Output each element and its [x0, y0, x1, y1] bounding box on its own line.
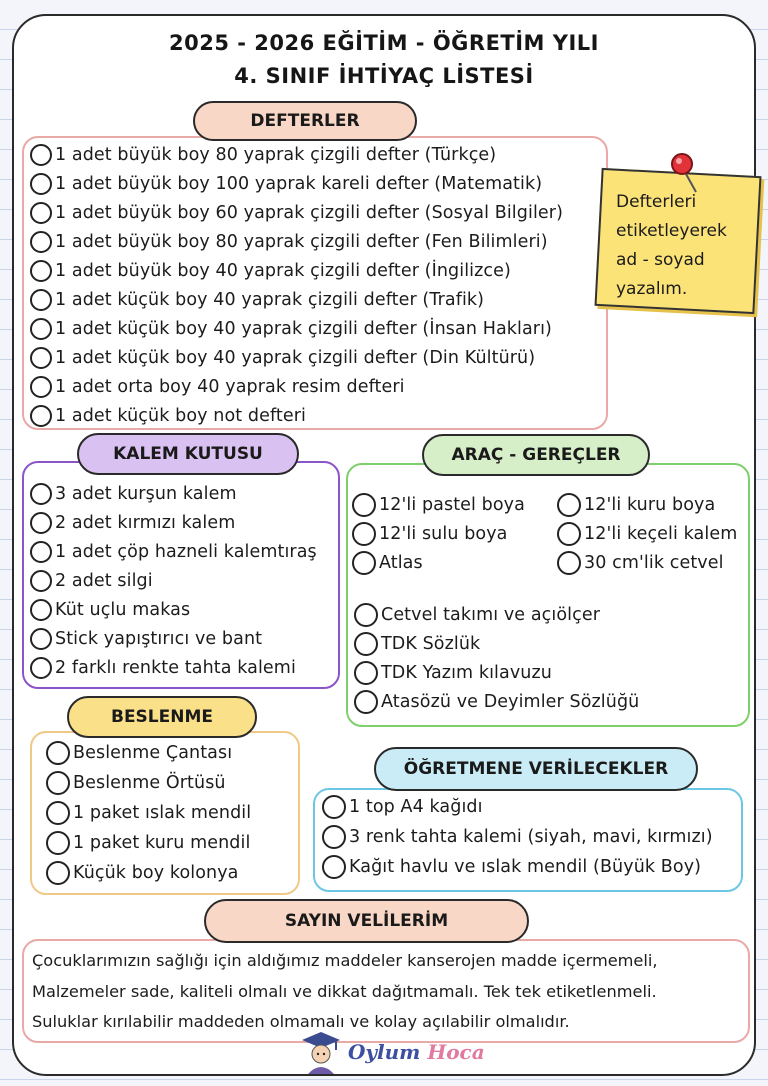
arac-gerecler-title: ARAÇ - GEREÇLER	[422, 434, 650, 476]
checklist-item[interactable]	[30, 405, 306, 427]
checkbox-circle[interactable]	[30, 405, 52, 427]
checkbox-circle[interactable]	[354, 661, 378, 685]
checkbox-circle[interactable]	[354, 603, 378, 627]
checkbox-circle[interactable]	[352, 522, 376, 546]
checkbox-circle[interactable]	[46, 741, 70, 765]
checkbox-circle[interactable]	[30, 376, 52, 398]
checklist-item[interactable]	[354, 603, 600, 627]
header-year: 2025 - 2026 EĞİTİM - ÖĞRETİM YILI	[169, 31, 599, 55]
checklist-item-label: 12'li kuru boya	[584, 495, 716, 515]
checklist-item[interactable]	[30, 144, 496, 166]
checklist-item-label: Küçük boy kolonya	[73, 863, 239, 883]
checklist-item-label: 1 adet büyük boy 40 yaprak çizgili defter (İngilizce)	[55, 261, 511, 281]
checklist-item[interactable]	[30, 289, 484, 311]
checklist-item-label: 1 adet büyük boy 60 yaprak çizgili defter (Sosyal Bilgiler)	[55, 203, 563, 223]
checkbox-circle[interactable]	[557, 493, 581, 517]
checklist-item-label: 2 adet kırmızı kalem	[55, 513, 236, 533]
checklist-item[interactable]	[46, 801, 251, 825]
checkbox-circle[interactable]	[30, 512, 52, 534]
checklist-item[interactable]	[322, 855, 701, 879]
note-line: yazalım.	[616, 279, 688, 299]
checklist-item-label: Beslenme Örtüsü	[73, 773, 226, 793]
checklist-item[interactable]	[46, 861, 239, 885]
checkbox-circle[interactable]	[352, 551, 376, 575]
checklist-item[interactable]	[322, 825, 713, 849]
veliler-line: Çocuklarımızın sağlığı için aldığımız maddeler kanserojen madde içermemeli,	[32, 951, 658, 970]
teacher-avatar-icon	[300, 1030, 342, 1074]
checklist-item[interactable]	[30, 202, 563, 224]
checklist-item[interactable]	[354, 690, 639, 714]
checklist-item[interactable]	[352, 493, 525, 517]
checkbox-circle[interactable]	[30, 483, 52, 505]
checklist-item[interactable]	[30, 231, 548, 253]
checklist-item-label: Stick yapıştırıcı ve bant	[55, 629, 263, 649]
checklist-item[interactable]	[30, 173, 542, 195]
checklist-item-label: 2 adet silgi	[55, 571, 153, 591]
checkbox-circle[interactable]	[30, 347, 52, 369]
checklist-item-label: 1 adet küçük boy 40 yaprak çizgili defter (İnsan Hakları)	[55, 319, 552, 339]
checklist-item-label: 1 adet küçük boy 40 yaprak çizgili defter (Trafik)	[55, 290, 485, 310]
kalem-kutusu-title: KALEM KUTUSU	[77, 433, 299, 475]
checkbox-circle[interactable]	[322, 825, 346, 849]
logo-part2: Hoca	[427, 1040, 485, 1064]
checklist-item[interactable]	[30, 260, 511, 282]
checklist-item-label: 1 adet çöp hazneli kalemtıraş	[55, 542, 317, 562]
checklist-item-label: Küt uçlu makas	[55, 600, 191, 620]
checkbox-circle[interactable]	[557, 522, 581, 546]
checklist-item-label: 1 adet büyük boy 80 yaprak çizgili defter (Türkçe)	[55, 145, 497, 165]
checklist-item[interactable]	[352, 522, 508, 546]
checklist-item[interactable]	[30, 657, 296, 679]
checklist-item[interactable]	[30, 628, 262, 650]
checklist-item[interactable]	[30, 599, 190, 621]
logo-text	[348, 1040, 485, 1064]
note-line: Defterleri	[616, 192, 697, 212]
checklist-item-label: Atlas	[379, 553, 423, 573]
checklist-item[interactable]	[352, 551, 423, 575]
sticky-note-text	[616, 188, 756, 304]
checkbox-circle[interactable]	[30, 628, 52, 650]
checkbox-circle[interactable]	[30, 202, 52, 224]
checklist-item-label: 1 paket ıslak mendil	[73, 803, 252, 823]
checklist-item-label: 12'li pastel boya	[379, 495, 525, 515]
note-line: ad - soyad	[616, 250, 705, 270]
checklist-item[interactable]	[30, 541, 317, 563]
checkbox-circle[interactable]	[352, 493, 376, 517]
checklist-item-label: 1 adet küçük boy 40 yaprak çizgili defter (Din Kültürü)	[55, 348, 536, 368]
veliler-title: SAYIN VELİLERİM	[204, 899, 529, 943]
checklist-item-label: TDK Yazım kılavuzu	[381, 663, 552, 683]
checklist-item-label: 1 top A4 kağıdı	[349, 797, 483, 817]
checkbox-circle[interactable]	[46, 861, 70, 885]
checklist-item-label: 12'li keçeli kalem	[584, 524, 738, 544]
checklist-item-label: 3 renk tahta kalemi (siyah, mavi, kırmızı)	[349, 827, 713, 847]
checklist-item[interactable]	[557, 551, 724, 575]
checklist-item-label: 1 paket kuru mendil	[73, 833, 251, 853]
checkbox-circle[interactable]	[30, 289, 52, 311]
checkbox-circle[interactable]	[30, 570, 52, 592]
checklist-item[interactable]	[46, 831, 250, 855]
checklist-item-label: 1 adet büyük boy 100 yaprak kareli defter (Matematik)	[55, 174, 543, 194]
veliler-line: Malzemeler sade, kaliteli olmalı ve dikkat dağıtmamalı. Tek tek etiketlenmeli.	[32, 982, 657, 1001]
checklist-item-label: 12'li sulu boya	[379, 524, 508, 544]
note-line: etiketleyerek	[616, 221, 727, 241]
defterler-title: DEFTERLER	[193, 101, 417, 141]
checklist-item[interactable]	[354, 661, 552, 685]
checklist-item-label: Kağıt havlu ve ıslak mendil (Büyük Boy)	[349, 857, 702, 877]
checklist-item[interactable]	[322, 795, 483, 819]
checklist-item-label: TDK Sözlük	[381, 634, 481, 654]
checkbox-circle[interactable]	[354, 690, 378, 714]
checklist-item[interactable]	[30, 376, 405, 398]
checkbox-circle[interactable]	[46, 831, 70, 855]
ogretmene-title: ÖĞRETMENE VERİLECEKLER	[374, 747, 698, 791]
checklist-item[interactable]	[46, 771, 226, 795]
checklist-item[interactable]	[30, 570, 153, 592]
checklist-item-label: 2 farklı renkte tahta kalemi	[55, 658, 296, 678]
checkbox-circle[interactable]	[30, 599, 52, 621]
checkbox-circle[interactable]	[354, 632, 378, 656]
checklist-item[interactable]	[46, 741, 232, 765]
checkbox-circle[interactable]	[322, 855, 346, 879]
checkbox-circle[interactable]	[46, 771, 70, 795]
checklist-item-label: 3 adet kurşun kalem	[55, 484, 237, 504]
checkbox-circle[interactable]	[30, 173, 52, 195]
checklist-item[interactable]	[30, 347, 535, 369]
checkbox-circle[interactable]	[30, 231, 52, 253]
checkbox-circle[interactable]	[322, 795, 346, 819]
header-list-title: 4. SINIF İHTİYAÇ LİSTESİ	[234, 64, 534, 88]
checklist-item[interactable]	[30, 483, 237, 505]
checklist-item[interactable]	[557, 522, 737, 546]
logo-part1: Oylum	[348, 1040, 421, 1064]
checklist-item[interactable]	[557, 493, 715, 517]
checklist-item-label: Cetvel takımı ve açıölçer	[381, 605, 600, 625]
checklist-item[interactable]	[30, 512, 235, 534]
checklist-item-label: Atasözü ve Deyimler Sözlüğü	[381, 692, 640, 712]
checklist-item-label: 1 adet büyük boy 80 yaprak çizgili defter (Fen Bilimleri)	[55, 232, 548, 252]
checkbox-circle[interactable]	[30, 541, 52, 563]
logo	[300, 1030, 485, 1074]
checklist-item-label: 30 cm'lik cetvel	[584, 553, 724, 573]
checkbox-circle[interactable]	[30, 657, 52, 679]
checklist-item[interactable]	[30, 318, 552, 340]
checkbox-circle[interactable]	[557, 551, 581, 575]
veliler-line: Suluklar kırılabilir maddeden olmamalı ve kolay açılabilir olmalıdır.	[32, 1012, 570, 1031]
checklist-item[interactable]	[354, 632, 480, 656]
checkbox-circle[interactable]	[30, 318, 52, 340]
checklist-item-label: 1 adet küçük boy not defteri	[55, 406, 306, 426]
checkbox-circle[interactable]	[46, 801, 70, 825]
checkbox-circle[interactable]	[30, 260, 52, 282]
checkbox-circle[interactable]	[30, 144, 52, 166]
beslenme-title: BESLENME	[67, 696, 257, 738]
checklist-item-label: Beslenme Çantası	[73, 743, 233, 763]
checklist-item-label: 1 adet orta boy 40 yaprak resim defteri	[55, 377, 405, 397]
